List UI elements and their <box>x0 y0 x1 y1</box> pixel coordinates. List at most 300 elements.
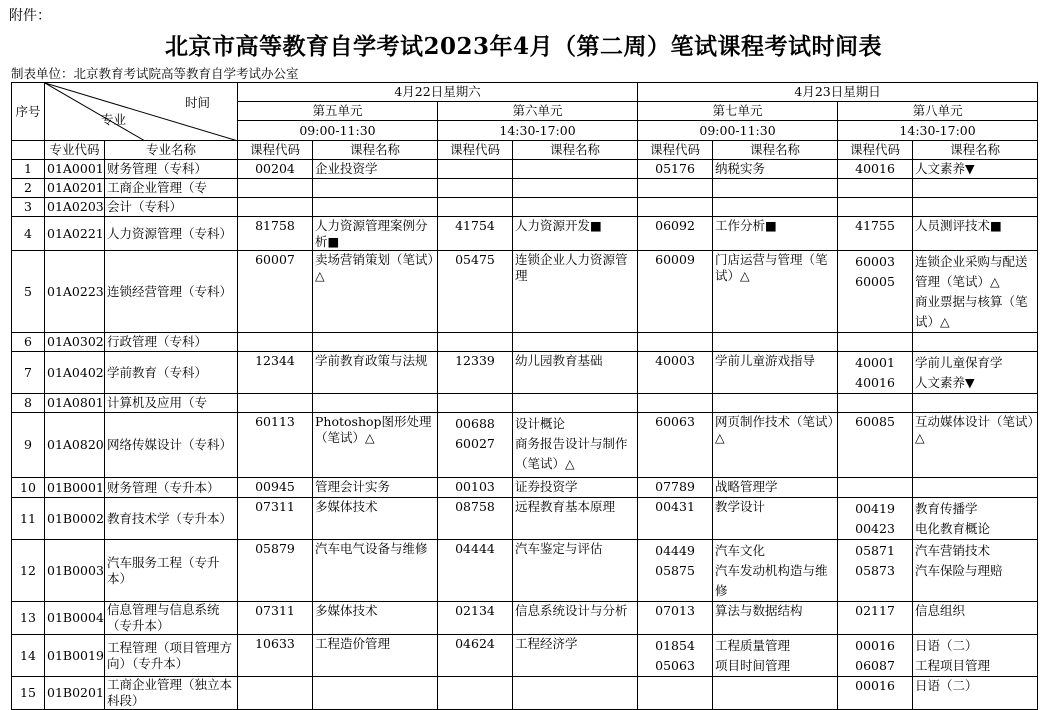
course-name: 人文素养▼ <box>915 161 975 176</box>
course-code-cell <box>838 217 913 251</box>
course-name-cell <box>713 498 838 540</box>
table-row <box>12 478 1038 498</box>
major-name: 工商企业管理（专 <box>105 179 238 198</box>
major-name: 学前教育（专科） <box>105 352 238 394</box>
course-name-cell <box>313 635 438 677</box>
course-code-cell <box>238 352 313 394</box>
course-code: 05063 <box>655 658 695 673</box>
header-time-unit-7: 09:00-11:30 <box>638 121 838 141</box>
course-name: 汽车营销技术 <box>915 543 991 558</box>
course-name: 日语（二） <box>915 638 978 653</box>
course-name: 电化教育概论 <box>915 521 991 536</box>
course-name: 工程造价管理 <box>315 636 391 651</box>
header-course-name: 课程名称 <box>513 141 638 160</box>
row-seq: 3 <box>12 198 45 217</box>
header-major-label: 专业 <box>101 112 127 127</box>
course-code-cell <box>238 217 313 251</box>
table-row <box>12 198 1038 217</box>
course-name-cell <box>913 413 1038 478</box>
course-name-cell <box>713 251 838 333</box>
course-name-cell <box>313 540 438 602</box>
major-code: 01A0820 <box>45 413 105 478</box>
major-name: 财务管理（专升本） <box>105 478 238 498</box>
course-code-cell <box>638 498 713 540</box>
header-course-name: 课程名称 <box>313 141 438 160</box>
course-name-cell <box>513 160 638 179</box>
course-code: 06092 <box>655 218 695 233</box>
row-seq: 6 <box>12 333 45 352</box>
course-name: 远程教育基本原理 <box>515 499 616 514</box>
header-unit-7: 第七单元 <box>638 102 838 121</box>
course-code: 07789 <box>655 479 695 494</box>
course-name-cell <box>313 217 438 251</box>
course-code-cell <box>638 217 713 251</box>
course-code: 12344 <box>255 353 295 368</box>
course-name: 互动媒体设计（笔试）△ <box>915 414 1034 445</box>
row-seq: 9 <box>12 413 45 478</box>
header-unit-5: 第五单元 <box>238 102 438 121</box>
course-code: 00423 <box>855 521 895 536</box>
course-name-cell <box>913 677 1038 710</box>
major-code: 01A0302 <box>45 333 105 352</box>
row-seq: 12 <box>12 540 45 602</box>
row-seq: 8 <box>12 394 45 413</box>
course-code-cell <box>438 677 513 710</box>
major-name: 工程管理（项目管理方向）（专升本） <box>105 635 238 677</box>
course-code: 02117 <box>855 603 895 618</box>
major-name: 工商企业管理（独立本科段） <box>105 677 238 710</box>
course-code-cell <box>438 217 513 251</box>
header-major-name: 专业名称 <box>105 141 238 160</box>
course-name-cell <box>313 413 438 478</box>
course-name-cell <box>913 217 1038 251</box>
course-name: 纳税实务 <box>715 161 766 176</box>
course-code: 60009 <box>655 252 695 267</box>
major-code: 01A0801 <box>45 394 105 413</box>
major-code: 01A0203 <box>45 198 105 217</box>
course-code-cell <box>438 352 513 394</box>
course-code: 60063 <box>655 414 695 429</box>
course-name: Photoshop图形处理（笔试）△ <box>315 414 432 445</box>
course-code: 06087 <box>855 658 895 673</box>
course-name: 网页制作技术（笔试）△ <box>715 414 834 445</box>
course-code: 00688 <box>455 416 495 431</box>
course-name-cell <box>913 635 1038 677</box>
course-name-cell <box>713 602 838 635</box>
course-code-cell <box>638 352 713 394</box>
major-name: 计算机及应用（专 <box>105 394 238 413</box>
exam-schedule-table <box>11 82 1038 710</box>
course-code: 05475 <box>455 252 495 267</box>
course-name: 工程项目管理 <box>915 658 991 673</box>
course-code-cell <box>438 160 513 179</box>
course-name: 汽车保险与理赔 <box>915 563 1003 578</box>
corner-diagonal-lines <box>45 83 238 141</box>
major-name: 教育技术学（专升本） <box>105 498 238 540</box>
table-header <box>12 83 1038 160</box>
row-seq: 5 <box>12 251 45 333</box>
major-name: 行政管理（专科） <box>105 333 238 352</box>
course-name-cell <box>313 251 438 333</box>
course-name: 人力资源管理案例分析■ <box>315 218 428 249</box>
table-row <box>12 413 1038 478</box>
course-name: 设计概论 <box>515 416 566 431</box>
course-name: 商业票据与核算（笔试）△ <box>915 294 1028 329</box>
course-name: 工程质量管理 <box>715 638 791 653</box>
course-code: 07311 <box>255 603 295 618</box>
course-name: 企业投资学 <box>315 161 378 176</box>
course-code: 04624 <box>455 636 495 651</box>
course-name-cell <box>913 198 1038 217</box>
course-code-cell <box>238 602 313 635</box>
course-code: 10633 <box>255 636 295 651</box>
course-code: 60027 <box>455 436 495 451</box>
header-unit-8: 第八单元 <box>838 102 1038 121</box>
header-date-sun: 4月23日星期日 <box>638 83 1038 102</box>
course-name: 信息组织 <box>915 603 966 618</box>
major-code: 01A0223 <box>45 251 105 333</box>
course-code-cell <box>438 413 513 478</box>
course-code-cell <box>638 333 713 352</box>
course-code-cell <box>638 677 713 710</box>
course-name: 项目时间管理 <box>715 658 791 673</box>
header-blank <box>12 141 45 160</box>
course-name-cell <box>713 179 838 198</box>
course-name-cell <box>513 677 638 710</box>
course-code: 00945 <box>255 479 295 494</box>
course-name-cell <box>313 498 438 540</box>
course-name: 学前儿童游戏指导 <box>715 353 816 368</box>
table-row <box>12 352 1038 394</box>
table-row <box>12 251 1038 333</box>
course-code: 05176 <box>655 161 695 176</box>
course-name-cell <box>313 160 438 179</box>
header-time-unit-8: 14:30-17:00 <box>838 121 1038 141</box>
course-code: 00419 <box>855 501 895 516</box>
header-time-label: 时间 <box>185 95 211 110</box>
course-code: 00016 <box>855 678 895 693</box>
course-code-cell <box>238 677 313 710</box>
course-code-cell <box>238 635 313 677</box>
course-name: 教育传播学 <box>915 501 978 516</box>
course-name-cell <box>313 602 438 635</box>
course-name: 人文素养▼ <box>915 375 975 390</box>
course-name: 商务报告设计与制作（笔试）△ <box>515 436 628 471</box>
major-name: 连锁经营管理（专科） <box>105 251 238 333</box>
major-name: 会计（专科） <box>105 198 238 217</box>
course-name-cell <box>713 478 838 498</box>
course-code: 04449 <box>655 543 695 558</box>
course-code: 60007 <box>255 252 295 267</box>
course-name-cell <box>913 394 1038 413</box>
course-name: 日语（二） <box>915 678 978 693</box>
course-code-cell <box>838 352 913 394</box>
course-code-cell <box>838 602 913 635</box>
course-code: 40016 <box>855 375 895 390</box>
course-name: 连锁企业采购与配送管理（笔试）△ <box>915 254 1028 289</box>
course-code-cell <box>238 198 313 217</box>
row-seq: 10 <box>12 478 45 498</box>
course-name-cell <box>713 540 838 602</box>
course-code: 07311 <box>255 499 295 514</box>
header-course-name: 课程名称 <box>913 141 1038 160</box>
course-name-cell <box>713 413 838 478</box>
course-code: 81758 <box>255 218 295 233</box>
table-row <box>12 635 1038 677</box>
course-name-cell <box>713 333 838 352</box>
course-name-cell <box>513 251 638 333</box>
course-name: 证券投资学 <box>515 479 578 494</box>
course-code: 08758 <box>455 499 495 514</box>
table-row <box>12 217 1038 251</box>
row-seq: 7 <box>12 352 45 394</box>
course-code-cell <box>238 540 313 602</box>
table-body <box>12 160 1038 710</box>
major-code: 01B0002 <box>45 498 105 540</box>
course-code: 04444 <box>455 541 495 556</box>
course-code-cell <box>238 251 313 333</box>
course-code-cell <box>638 179 713 198</box>
header-corner <box>45 83 238 141</box>
course-code-cell <box>638 394 713 413</box>
course-code: 05873 <box>855 563 895 578</box>
course-code-cell <box>238 333 313 352</box>
course-code-cell <box>438 602 513 635</box>
course-name-cell <box>313 333 438 352</box>
course-code-cell <box>238 160 313 179</box>
major-name: 信息管理与信息系统（专升本） <box>105 602 238 635</box>
major-name: 网络传媒设计（专科） <box>105 413 238 478</box>
course-code-cell <box>838 160 913 179</box>
row-seq: 15 <box>12 677 45 710</box>
course-code-cell <box>838 198 913 217</box>
course-name-cell <box>513 498 638 540</box>
course-code-cell <box>438 635 513 677</box>
course-code-cell <box>238 413 313 478</box>
course-name: 学前教育政策与法规 <box>315 353 428 368</box>
course-name-cell <box>913 352 1038 394</box>
course-name-cell <box>913 160 1038 179</box>
course-name: 学前儿童保育学 <box>915 355 1003 370</box>
course-name: 工程经济学 <box>515 636 578 651</box>
course-name-cell <box>313 394 438 413</box>
major-name: 人力资源管理（专科） <box>105 217 238 251</box>
course-name: 人力资源开发■ <box>515 218 602 233</box>
table-row <box>12 677 1038 710</box>
course-code-cell <box>838 677 913 710</box>
course-name: 管理会计实务 <box>315 479 391 494</box>
course-name-cell <box>513 217 638 251</box>
course-code-cell <box>638 602 713 635</box>
header-course-code: 课程代码 <box>638 141 713 160</box>
course-name-cell <box>513 478 638 498</box>
course-name-cell <box>913 179 1038 198</box>
major-code: 01B0003 <box>45 540 105 602</box>
course-name: 门店运营与管理（笔试）△ <box>715 252 828 283</box>
course-code-cell <box>838 540 913 602</box>
course-code-cell <box>238 179 313 198</box>
header-time-unit-6: 14:30-17:00 <box>438 121 638 141</box>
course-code-cell <box>838 478 913 498</box>
course-name: 多媒体技术 <box>315 603 378 618</box>
course-code-cell <box>838 333 913 352</box>
course-name-cell <box>913 333 1038 352</box>
course-code: 41755 <box>855 218 895 233</box>
row-seq: 13 <box>12 602 45 635</box>
course-name-cell <box>313 478 438 498</box>
course-name-cell <box>913 540 1038 602</box>
course-name: 战略管理学 <box>715 479 778 494</box>
course-name: 人员测评技术■ <box>915 218 1002 233</box>
course-code-cell <box>638 635 713 677</box>
course-code: 40003 <box>655 353 695 368</box>
course-name: 信息系统设计与分析 <box>515 603 628 618</box>
major-code: 01B0004 <box>45 602 105 635</box>
course-name-cell <box>513 179 638 198</box>
course-code-cell <box>838 413 913 478</box>
course-code-cell <box>438 498 513 540</box>
course-code-cell <box>838 635 913 677</box>
course-code: 05875 <box>655 563 695 578</box>
major-code: 01B0201 <box>45 677 105 710</box>
course-name-cell <box>313 198 438 217</box>
course-code-cell <box>438 251 513 333</box>
major-name: 汽车服务工程（专升本） <box>105 540 238 602</box>
header-unit-6: 第六单元 <box>438 102 638 121</box>
course-code-cell <box>438 333 513 352</box>
course-name-cell <box>713 217 838 251</box>
course-name: 算法与数据结构 <box>715 603 803 618</box>
header-course-name: 课程名称 <box>713 141 838 160</box>
course-code: 60113 <box>255 414 295 429</box>
course-code-cell <box>838 498 913 540</box>
course-name-cell <box>713 198 838 217</box>
header-time-unit-5: 09:00-11:30 <box>238 121 438 141</box>
course-name-cell <box>513 352 638 394</box>
table-row <box>12 602 1038 635</box>
course-code: 12339 <box>455 353 495 368</box>
course-code-cell <box>238 498 313 540</box>
course-name-cell <box>913 602 1038 635</box>
course-name-cell <box>513 602 638 635</box>
course-name-cell <box>913 251 1038 333</box>
course-name: 汽车发动机构造与维修 <box>715 563 828 598</box>
major-code: 01B0019 <box>45 635 105 677</box>
course-name: 幼儿园教育基础 <box>515 353 603 368</box>
header-course-code: 课程代码 <box>838 141 913 160</box>
table-row <box>12 498 1038 540</box>
course-code-cell <box>638 540 713 602</box>
course-name-cell <box>513 540 638 602</box>
row-seq: 4 <box>12 217 45 251</box>
course-name: 连锁企业人力资源管理 <box>515 252 628 283</box>
course-code: 00204 <box>255 161 295 176</box>
table-row <box>12 394 1038 413</box>
course-code: 05871 <box>855 543 895 558</box>
course-code: 05879 <box>255 541 295 556</box>
header-seq: 序号 <box>12 83 45 141</box>
course-name-cell <box>513 413 638 478</box>
page-title: 北京市高等教育自学考试2023年4月（第二周）笔试课程考试时间表 <box>164 33 883 60</box>
major-code: 01A0221 <box>45 217 105 251</box>
table-row <box>12 333 1038 352</box>
course-code-cell <box>638 251 713 333</box>
major-code: 01B0001 <box>45 478 105 498</box>
course-name-cell <box>513 394 638 413</box>
course-code-cell <box>438 198 513 217</box>
major-code: 01A0201 <box>45 179 105 198</box>
course-name-cell <box>913 498 1038 540</box>
course-code: 41754 <box>455 218 495 233</box>
course-code: 01854 <box>655 638 695 653</box>
course-code-cell <box>638 478 713 498</box>
table-row <box>12 540 1038 602</box>
row-seq: 2 <box>12 179 45 198</box>
major-code: 01A0402 <box>45 352 105 394</box>
course-name-cell <box>713 394 838 413</box>
course-name-cell <box>913 478 1038 498</box>
table-row <box>12 160 1038 179</box>
course-name-cell <box>313 677 438 710</box>
course-code: 00016 <box>855 638 895 653</box>
course-code: 00431 <box>655 499 695 514</box>
course-name-cell <box>513 635 638 677</box>
course-name-cell <box>713 352 838 394</box>
header-date-sat: 4月22日星期六 <box>238 83 638 102</box>
course-name: 工作分析■ <box>715 218 777 233</box>
course-code-cell <box>838 179 913 198</box>
course-name-cell <box>713 677 838 710</box>
course-code: 40016 <box>855 161 895 176</box>
course-code: 00103 <box>455 479 495 494</box>
row-seq: 1 <box>12 160 45 179</box>
course-name: 汽车电气设备与维修 <box>315 541 428 556</box>
course-code: 02134 <box>455 603 495 618</box>
course-code-cell <box>638 198 713 217</box>
course-code-cell <box>238 394 313 413</box>
course-code-cell <box>838 394 913 413</box>
issuing-unit: 制表单位：北京教育考试院高等教育自学考试办公室 <box>11 66 299 81</box>
course-code: 07013 <box>655 603 695 618</box>
course-name-cell <box>513 198 638 217</box>
header-course-code: 课程代码 <box>238 141 313 160</box>
course-name: 汽车文化 <box>715 543 766 558</box>
course-code-cell <box>238 478 313 498</box>
row-seq: 14 <box>12 635 45 677</box>
table-row <box>12 179 1038 198</box>
course-name: 教学设计 <box>715 499 766 514</box>
row-seq: 11 <box>12 498 45 540</box>
course-code-cell <box>438 478 513 498</box>
course-name-cell <box>313 352 438 394</box>
course-code-cell <box>638 413 713 478</box>
course-name-cell <box>713 160 838 179</box>
course-name: 汽车鉴定与评估 <box>515 541 603 556</box>
course-name-cell <box>513 333 638 352</box>
course-code-cell <box>638 160 713 179</box>
course-code: 40001 <box>855 355 895 370</box>
course-code: 60005 <box>855 274 895 289</box>
header-major-code: 专业代码 <box>45 141 105 160</box>
major-name: 财务管理（专科） <box>105 160 238 179</box>
course-code: 60085 <box>855 414 895 429</box>
attachment-label: 附件： <box>9 8 51 24</box>
course-code-cell <box>838 251 913 333</box>
course-code-cell <box>438 179 513 198</box>
header-course-code: 课程代码 <box>438 141 513 160</box>
course-name: 卖场营销策划（笔试）△ <box>315 252 434 283</box>
course-name-cell <box>713 635 838 677</box>
